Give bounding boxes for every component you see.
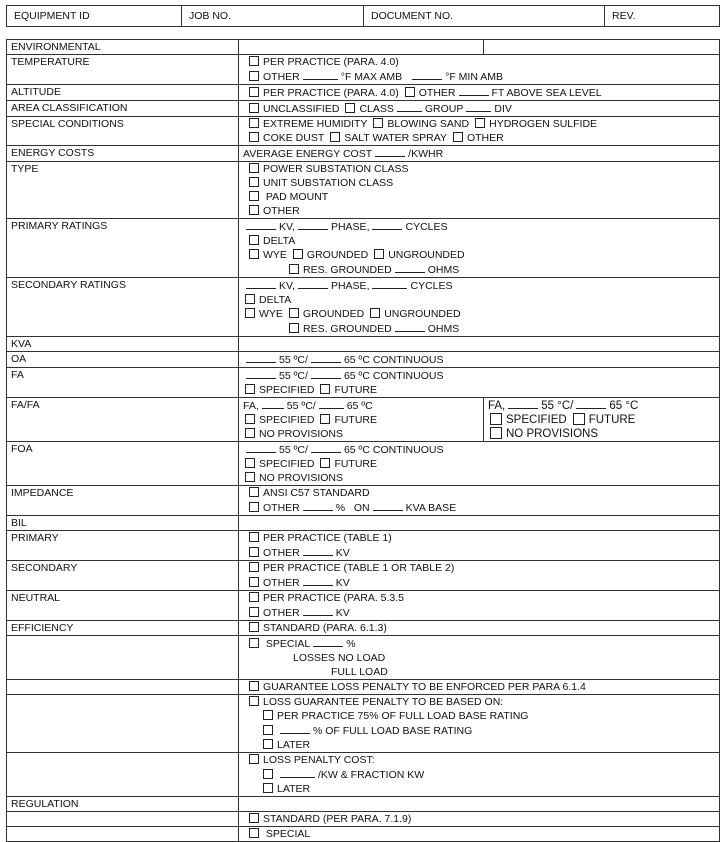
- fafa-right-options: FA, 55 °C/ 65 °C SPECIFIED FUTURE NO PROVISIONS: [484, 398, 720, 442]
- guarantee-checkbox[interactable]: [249, 681, 259, 691]
- job-no-label: JOB NO.: [189, 10, 232, 22]
- bil-neutral-label: NEUTRAL: [7, 591, 239, 621]
- environmental-heading: ENVIRONMENTAL: [7, 40, 239, 55]
- document-no-label: DOCUMENT NO.: [371, 10, 454, 22]
- fafa-right-specified-checkbox[interactable]: [490, 413, 502, 425]
- fafa-noprov-checkbox[interactable]: [245, 428, 255, 438]
- spec-table: [6, 39, 720, 842]
- altitude-label: ALTITUDE: [7, 85, 239, 101]
- class-checkbox[interactable]: [345, 103, 355, 113]
- document-no-field[interactable]: [364, 6, 605, 27]
- altitude-options: PER PRACTICE (PARA. 4.0) OTHER FT ABOVE SEA LEVEL: [239, 85, 720, 101]
- fa-options: 55 ºC/ 65 ºC CONTINUOUS SPECIFIED FUTURE: [239, 368, 720, 398]
- equipment-id-label: EQUIPMENT ID: [14, 10, 90, 22]
- area-options: UNCLASSIFIED CLASS GROUP DIV: [239, 101, 720, 117]
- humidity-checkbox[interactable]: [249, 118, 259, 128]
- primary-res-checkbox[interactable]: [289, 264, 299, 274]
- energy-cost-input[interactable]: [375, 146, 405, 157]
- c1-checkbox[interactable]: [263, 769, 273, 779]
- no-load-text: LOSSES NO LOAD: [293, 652, 386, 664]
- fafa-future-checkbox[interactable]: [320, 414, 330, 424]
- altitude-input[interactable]: [459, 85, 489, 96]
- eff-standard-checkbox[interactable]: [249, 622, 259, 632]
- full-load-text: FULL LOAD: [331, 666, 388, 678]
- foa-specified-checkbox[interactable]: [245, 458, 255, 468]
- reg-standard-checkbox[interactable]: [249, 813, 259, 823]
- rev-field[interactable]: [605, 6, 720, 27]
- special-options: EXTREME HUMIDITY BLOWING SAND HYDROGEN SULFIDE COKE DUST SALT WATER SPRAY OTHER: [239, 117, 720, 146]
- bil-label: BIL: [7, 516, 239, 531]
- primary-delta-checkbox[interactable]: [249, 235, 259, 245]
- bil-secondary-options: PER PRACTICE (TABLE 1 OR TABLE 2) OTHER KV: [239, 561, 720, 591]
- foa-noprov-checkbox[interactable]: [245, 472, 255, 482]
- regulation-blank: [239, 797, 720, 812]
- pad-mount-checkbox[interactable]: [249, 191, 259, 201]
- fa-future-checkbox[interactable]: [320, 384, 330, 394]
- oa-options: 55 ºC/ 65 ºC CONTINUOUS: [239, 352, 720, 368]
- regulation-special: SPECIAL: [239, 827, 720, 842]
- foa-65-input[interactable]: [311, 442, 341, 453]
- environmental-blank: [239, 40, 484, 55]
- secondary-phase-input[interactable]: [298, 278, 328, 289]
- fafa-right-65-input[interactable]: [576, 398, 606, 409]
- foa-label: FOA: [7, 442, 239, 486]
- primary-options: KV, PHASE, CYCLES DELTA WYE GROUNDED UNGROUNDED RES. GROUNDED OHMS: [239, 219, 720, 278]
- eff-special-input[interactable]: [313, 636, 343, 647]
- temp-practice-checkbox[interactable]: [249, 56, 259, 66]
- environmental-blank-right: [484, 40, 720, 55]
- altitude-practice-checkbox[interactable]: [249, 87, 259, 97]
- secondary-options: KV, PHASE, CYCLES DELTA WYE GROUNDED UNGROUNDED RES. GROUNDED OHMS: [239, 278, 720, 337]
- efficiency-label: EFFICIENCY: [7, 621, 239, 636]
- regulation-standard: STANDARD (PER PARA. 7.1.9): [239, 812, 720, 827]
- reg-special-checkbox[interactable]: [249, 828, 259, 838]
- secondary-wye-checkbox[interactable]: [245, 308, 255, 318]
- temperature-label: TEMPERATURE: [7, 55, 239, 85]
- foa-options: 55 ºC/ 65 ºC CONTINUOUS SPECIFIED FUTURE NO PROVISIONS: [239, 442, 720, 486]
- fa-65-input[interactable]: [311, 368, 341, 379]
- secondary-ohms-input[interactable]: [395, 321, 425, 332]
- fa-specified-checkbox[interactable]: [245, 384, 255, 394]
- efficiency-basedon: LOSS GUARANTEE PENALTY TO BE BASED ON: PER PRACTICE 75% OF FULL LOAD BASE RATING % OF FULL LOAD BASE RATING LATER: [239, 695, 720, 753]
- efficiency-special: SPECIAL % LOSSES NO LOAD FULL LOAD: [239, 636, 720, 680]
- impedance-pct-input[interactable]: [303, 500, 333, 511]
- fafa-right-55-input[interactable]: [508, 398, 538, 409]
- coke-dust-checkbox[interactable]: [249, 132, 259, 142]
- fafa-right-future-checkbox[interactable]: [573, 413, 585, 425]
- special-conditions-label: SPECIAL CONDITIONS: [7, 117, 239, 146]
- temp-max-input[interactable]: [303, 69, 338, 80]
- bil-neutral-other-checkbox[interactable]: [249, 607, 259, 617]
- bil-primary-label: PRIMARY: [7, 531, 239, 561]
- secondary-kv-input[interactable]: [246, 278, 276, 289]
- sand-checkbox[interactable]: [373, 118, 383, 128]
- regulation-blank-1: [7, 812, 239, 827]
- h2s-checkbox[interactable]: [475, 118, 485, 128]
- bil-primary-other-checkbox[interactable]: [249, 547, 259, 557]
- type-other-checkbox[interactable]: [249, 205, 259, 215]
- bil-secondary-practice-checkbox[interactable]: [249, 562, 259, 572]
- secondary-res-checkbox[interactable]: [289, 323, 299, 333]
- bil-neutral-kv-input[interactable]: [303, 605, 333, 616]
- secondary-grounded-checkbox[interactable]: [289, 308, 299, 318]
- job-no-field[interactable]: [182, 6, 364, 27]
- primary-ungrounded-checkbox[interactable]: [374, 249, 384, 259]
- ansi-checkbox[interactable]: [249, 487, 259, 497]
- c1-input[interactable]: [280, 767, 315, 778]
- energy-options: AVERAGE ENERGY COST /KWHR: [239, 146, 720, 162]
- oa-label: OA: [7, 352, 239, 368]
- bil-primary-options: PER PRACTICE (TABLE 1) OTHER KV: [239, 531, 720, 561]
- foa-future-checkbox[interactable]: [320, 458, 330, 468]
- unclassified-checkbox[interactable]: [249, 103, 259, 113]
- salt-spray-checkbox[interactable]: [330, 132, 340, 142]
- basedon-checkbox[interactable]: [249, 696, 259, 706]
- fafa-label: FA/FA: [7, 398, 239, 442]
- cost-checkbox[interactable]: [249, 754, 259, 764]
- power-substation-checkbox[interactable]: [249, 163, 259, 173]
- header-table: [6, 5, 720, 27]
- fa-label: FA: [7, 368, 239, 398]
- fafa-specified-checkbox[interactable]: [245, 414, 255, 424]
- area-classification-label: AREA CLASSIFICATION: [7, 101, 239, 117]
- eff-special-checkbox[interactable]: [249, 638, 259, 648]
- class-input[interactable]: [397, 101, 422, 112]
- altitude-other-checkbox[interactable]: [405, 87, 415, 97]
- impedance-other-checkbox[interactable]: [249, 502, 259, 512]
- primary-cycles-input[interactable]: [372, 219, 402, 230]
- secondary-ungrounded-checkbox[interactable]: [370, 308, 380, 318]
- primary-grounded-checkbox[interactable]: [293, 249, 303, 259]
- group-input[interactable]: [466, 101, 491, 112]
- bil-neutral-options: PER PRACTICE (PARA. 5.3.5 OTHER KV: [239, 591, 720, 621]
- oa-55-input[interactable]: [246, 352, 276, 363]
- bil-secondary-label: SECONDARY: [7, 561, 239, 591]
- fafa-left-65-input[interactable]: [319, 398, 344, 409]
- secondary-ratings-label: SECONDARY RATINGS: [7, 278, 239, 337]
- bil-secondary-kv-input[interactable]: [303, 575, 333, 586]
- temp-min-input[interactable]: [412, 69, 442, 80]
- primary-ohms-input[interactable]: [395, 262, 425, 273]
- b2-checkbox[interactable]: [263, 725, 273, 735]
- efficiency-standard: STANDARD (PARA. 6.1.3): [239, 621, 720, 636]
- primary-phase-input[interactable]: [298, 219, 328, 230]
- b1-checkbox[interactable]: [263, 710, 273, 720]
- kva-label: KVA: [7, 337, 239, 352]
- efficiency-blank-1: [7, 636, 239, 680]
- oa-65-input[interactable]: [311, 352, 341, 363]
- fafa-right-noprov-checkbox[interactable]: [490, 427, 502, 439]
- kva-blank: [239, 337, 720, 352]
- fafa-left-options: FA, 55 ºC/ 65 ºC SPECIFIED FUTURE NO PROVISIONS: [239, 398, 484, 442]
- type-options: POWER SUBSTATION CLASS UNIT SUBSTATION CLASS PAD MOUNT OTHER: [239, 162, 720, 219]
- bil-primary-practice-checkbox[interactable]: [249, 532, 259, 542]
- impedance-label: IMPEDANCE: [7, 486, 239, 516]
- bil-neutral-practice-checkbox[interactable]: [249, 592, 259, 602]
- efficiency-guarantee: GUARANTEE LOSS PENALTY TO BE ENFORCED PER PARA 6.1.4: [239, 680, 720, 695]
- efficiency-cost: LOSS PENALTY COST: /KW & FRACTION KW LATER: [239, 753, 720, 797]
- special-other-checkbox[interactable]: [453, 132, 463, 142]
- temp-other-checkbox[interactable]: [249, 71, 259, 81]
- regulation-label: REGULATION: [7, 797, 239, 812]
- unit-substation-checkbox[interactable]: [249, 177, 259, 187]
- secondary-cycles-input[interactable]: [372, 278, 407, 289]
- regulation-blank-2: [7, 827, 239, 842]
- primary-kv-input[interactable]: [246, 219, 276, 230]
- b2-input[interactable]: [280, 723, 310, 734]
- bil-blank: [239, 516, 720, 531]
- c2-checkbox[interactable]: [263, 783, 273, 793]
- secondary-delta-checkbox[interactable]: [245, 294, 255, 304]
- rev-label: REV.: [612, 10, 636, 22]
- foa-55-input[interactable]: [246, 442, 276, 453]
- efficiency-blank-3: [7, 695, 239, 753]
- bil-secondary-other-checkbox[interactable]: [249, 577, 259, 587]
- primary-ratings-label: PRIMARY RATINGS: [7, 219, 239, 278]
- bil-primary-kv-input[interactable]: [303, 545, 333, 556]
- equipment-id-field[interactable]: [7, 6, 182, 27]
- temperature-options: PER PRACTICE (PARA. 4.0) OTHER °F MAX AMB °F MIN AMB: [239, 55, 720, 85]
- fafa-left-55-input[interactable]: [262, 398, 284, 409]
- fa-55-input[interactable]: [246, 368, 276, 379]
- b3-checkbox[interactable]: [263, 739, 273, 749]
- efficiency-blank-4: [7, 753, 239, 797]
- type-label: TYPE: [7, 162, 239, 219]
- impedance-options: ANSI C57 STANDARD OTHER % ON KVA BASE: [239, 486, 720, 516]
- impedance-kva-input[interactable]: [373, 500, 403, 511]
- primary-wye-checkbox[interactable]: [249, 249, 259, 259]
- efficiency-blank-2: [7, 680, 239, 695]
- energy-costs-label: ENERGY COSTS: [7, 146, 239, 162]
